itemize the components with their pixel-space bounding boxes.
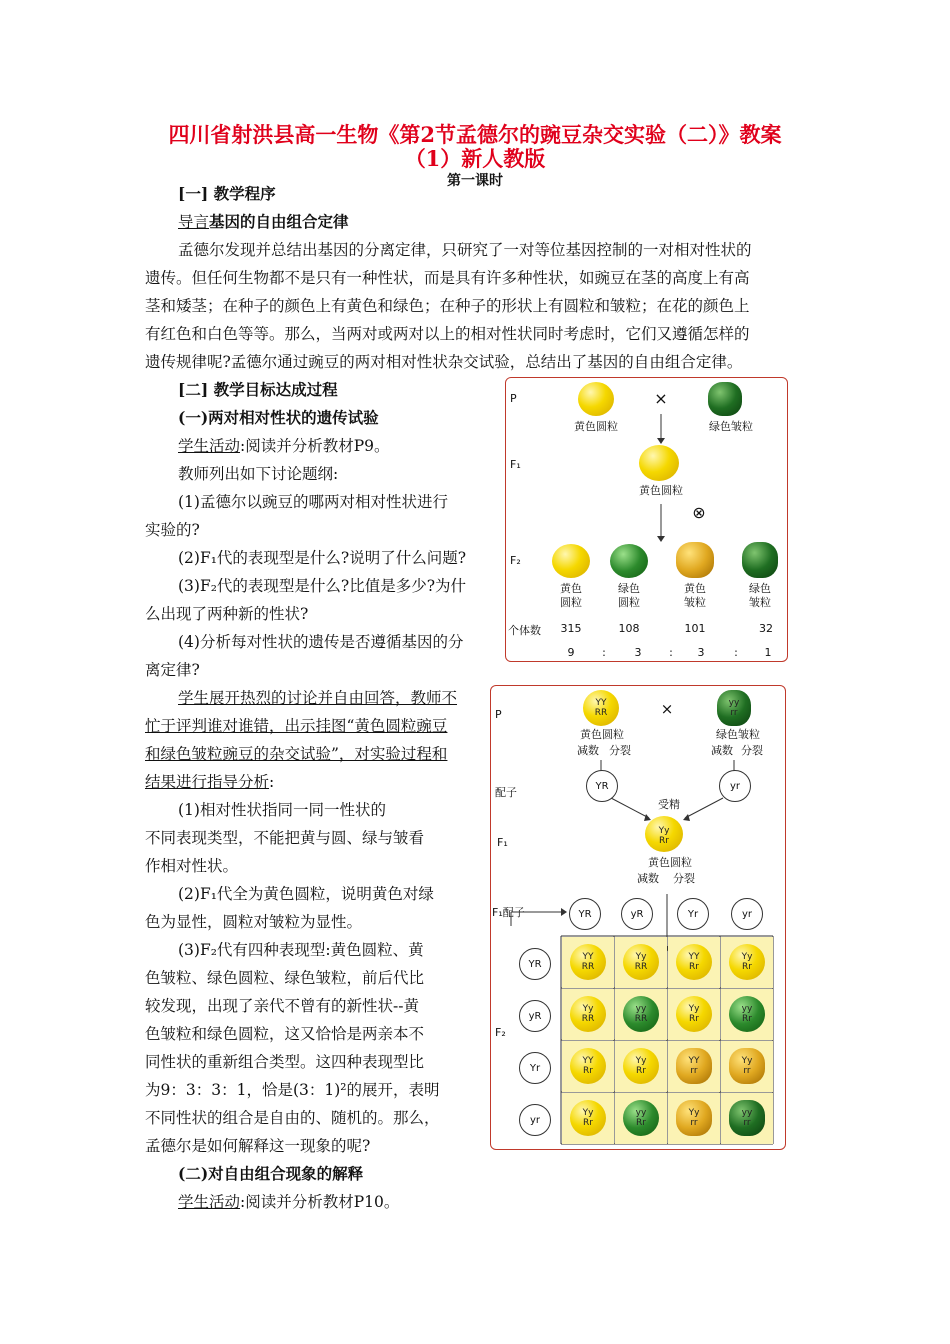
activity-label: 学生活动 bbox=[178, 437, 241, 455]
label-f1-gametes: F₁配子 bbox=[492, 906, 525, 919]
count-value: 108 bbox=[618, 622, 640, 635]
cell-genotype: YY RR bbox=[581, 952, 595, 972]
discussion-line: 和绿色皱粒豌豆的杂交试验”，对实验过程和 bbox=[145, 745, 448, 763]
section-heading-1: [一] 教学程序 bbox=[178, 184, 276, 203]
arrows-icon bbox=[506, 378, 787, 661]
f1-gamete: YR bbox=[569, 898, 601, 930]
cell-genotype: Yy RR bbox=[581, 1004, 595, 1024]
f2-label-3: 黄色 皱粒 bbox=[684, 582, 706, 609]
discussion-line: 学生展开热烈的讨论并自由回答，教师不 bbox=[178, 689, 458, 707]
cell-genotype: YY rr bbox=[688, 1056, 700, 1076]
answer-line: 色皱粒和绿色圆粒，这又恰恰是两亲本不 bbox=[145, 1025, 425, 1043]
answer-line: 不同性状的组合是自由的、随机的。那么， bbox=[145, 1109, 440, 1127]
punnett-cell bbox=[721, 1093, 773, 1144]
subsection-heading-2: (二)对自由组合现象的解释 bbox=[178, 1164, 364, 1183]
answer-line: 同性状的重新组合类型。这四种表现型比 bbox=[145, 1053, 425, 1071]
f2-green-wrinkled-icon bbox=[742, 542, 778, 578]
cross-icon: × bbox=[654, 389, 668, 408]
activity-text: :阅读并分析教材P9。 bbox=[240, 437, 390, 455]
cell-genotype: Yy rr bbox=[688, 1108, 700, 1128]
label-f1: F₁ bbox=[510, 458, 521, 471]
parent2-genotype: yy rr bbox=[728, 698, 740, 718]
activity-line-2 bbox=[178, 1188, 399, 1216]
cell-genotype: yy rr bbox=[741, 1108, 753, 1128]
answer-line: 色皱粒、绿色圆粒、绿色皱粒，前后代比 bbox=[145, 969, 425, 987]
paragraph-line: 茎和矮茎；在种子的颜色上有黄色和绿色；在种子的形状上有圆粒和皱粒；在花的颜色上 bbox=[145, 297, 750, 315]
row-gamete: Yr bbox=[519, 1052, 551, 1084]
f1-gamete: Yr bbox=[677, 898, 709, 930]
answer-line: 不同表现类型，不能把黄与圆、绿与皱看 bbox=[145, 829, 425, 847]
punnett-cell bbox=[615, 1041, 667, 1092]
question-line: 么出现了两种新的性状? bbox=[145, 605, 309, 623]
cross-icon: × bbox=[660, 700, 674, 718]
answer-line: (3)F₂代有四种表现型:黄色圆粒、黄 bbox=[178, 941, 424, 959]
doc-title-line2: （1）新人教版 bbox=[404, 146, 546, 171]
activity-text-2: :阅读并分析教材P10。 bbox=[240, 1193, 400, 1211]
question-line: 离定律? bbox=[145, 661, 200, 679]
intro-title: 基因的自由组合定律 bbox=[209, 212, 349, 231]
ratio-item: : bbox=[669, 646, 673, 659]
parent2-label: 绿色皱粒 bbox=[709, 420, 753, 433]
row-gamete: yr bbox=[519, 1104, 551, 1136]
meiosis-label: 减数 bbox=[711, 744, 733, 757]
question-line: (1)孟德尔以豌豆的哪两对相对性状进行 bbox=[178, 493, 448, 511]
answer-line: 作相对性状。 bbox=[145, 857, 239, 875]
meiosis-label: 减数 bbox=[637, 872, 659, 885]
punnett-cell bbox=[668, 1093, 720, 1144]
activity-line bbox=[178, 432, 390, 460]
figure-punnett-square bbox=[490, 685, 786, 1150]
parent1-label: 黄色圆粒 bbox=[580, 728, 624, 741]
discussion-line: 忙于评判谁对谁错，出示挂图“黄色圆粒豌豆 bbox=[145, 717, 448, 735]
cell-genotype: yy RR bbox=[634, 1004, 648, 1024]
answer-line: 孟德尔是如何解释这一现象的呢? bbox=[145, 1137, 371, 1155]
label-p: P bbox=[495, 708, 502, 721]
f1-label: 黄色圆粒 bbox=[639, 484, 683, 497]
label-gametes: 配子 bbox=[495, 786, 517, 799]
ratio-item: 1 bbox=[764, 646, 772, 659]
answer-line: (2)F₁代全为黄色圆粒，说明黄色对绿 bbox=[178, 885, 434, 903]
cell-genotype: yy Rr bbox=[741, 1004, 753, 1024]
gamete-YR: YR bbox=[586, 770, 618, 802]
punnett-cell bbox=[615, 989, 667, 1040]
cell-genotype: YY Rr bbox=[688, 952, 700, 972]
label-f2: F₂ bbox=[495, 1026, 506, 1039]
answer-line: 为9：3：3：1，恰是(3：1)²的展开，表明 bbox=[145, 1081, 440, 1099]
cell-genotype: yy Rr bbox=[635, 1108, 647, 1128]
count-value: 315 bbox=[560, 622, 582, 635]
parent1-label: 黄色圆粒 bbox=[574, 420, 618, 433]
division-label: 分裂 bbox=[609, 744, 631, 757]
punnett-cell bbox=[615, 1093, 667, 1144]
doc-title-line1: 四川省射洪县高一生物《第2节孟德尔的豌豆杂交实验（二）》教案 bbox=[168, 122, 782, 147]
label-f2: F₂ bbox=[510, 554, 521, 567]
f1-genotype: Yy Rr bbox=[658, 826, 670, 846]
ratio-item: : bbox=[602, 646, 606, 659]
ratio-item: : bbox=[734, 646, 738, 659]
punnett-cell bbox=[562, 937, 614, 988]
label-f1: F₁ bbox=[497, 836, 508, 849]
cell-genotype: Yy RR bbox=[634, 952, 648, 972]
count-value: 101 bbox=[684, 622, 706, 635]
discussion-colon: : bbox=[269, 773, 275, 791]
punnett-cell bbox=[721, 937, 773, 988]
punnett-cell bbox=[668, 1041, 720, 1092]
answer-line: 色为显性，圆粒对皱粒为显性。 bbox=[145, 913, 363, 931]
f2-green-round-icon bbox=[610, 544, 648, 578]
label-p: P bbox=[510, 392, 517, 405]
punnett-cell bbox=[562, 1041, 614, 1092]
f2-label-1: 黄色 圆粒 bbox=[560, 582, 582, 609]
f2-yellow-wrinkled-icon bbox=[676, 542, 714, 578]
cell-genotype: Yy Rr bbox=[688, 1004, 700, 1024]
self-cross-icon: ⊗ bbox=[692, 503, 706, 522]
question-line: 实验的? bbox=[145, 521, 200, 539]
cell-genotype: Yy Rr bbox=[635, 1056, 647, 1076]
discussion-line bbox=[145, 768, 274, 796]
ratio-item: 3 bbox=[697, 646, 705, 659]
paragraph-line: 遗传规律呢?孟德尔通过豌豆的两对相对性状杂交试验，总结出了基因的自由组合定律。 bbox=[145, 353, 743, 371]
discussion-text: 结果进行指导分析 bbox=[145, 773, 270, 791]
ratio-item: 9 bbox=[567, 646, 575, 659]
parent2-label: 绿色皱粒 bbox=[716, 728, 760, 741]
activity-label-2: 学生活动 bbox=[178, 1193, 241, 1211]
paragraph-line: 有红色和白色等等。那么，当两对或两对以上的相对性状同时考虑时，它们又遵循怎样的 bbox=[145, 325, 750, 343]
row-gamete: YR bbox=[519, 948, 551, 980]
paragraph-line: 孟德尔发现并总结出基因的分离定律，只研究了一对等位基因控制的一对相对性状的 bbox=[178, 241, 752, 259]
figure-cross-phenotypes bbox=[505, 377, 788, 662]
question-line: (4)分析每对性状的遗传是否遵循基因的分 bbox=[178, 633, 464, 651]
cell-genotype: Yy Rr bbox=[582, 1108, 594, 1128]
division-label: 分裂 bbox=[673, 872, 695, 885]
f2-label-4: 绿色 皱粒 bbox=[749, 582, 771, 609]
f1-label: 黄色圆粒 bbox=[648, 856, 692, 869]
f2-yellow-round-icon bbox=[552, 544, 590, 578]
answer-line: (1)相对性状指同一同一性状的 bbox=[178, 801, 386, 819]
punnett-cell bbox=[562, 1093, 614, 1144]
question-line: (2)F₁代的表现型是什么?说明了什么问题? bbox=[178, 549, 467, 567]
f2-label-2: 绿色 圆粒 bbox=[618, 582, 640, 609]
answer-line: 较发现，出现了亲代不曾有的新性状--黄 bbox=[145, 997, 419, 1015]
count-label: 个体数 bbox=[508, 624, 541, 637]
cell-genotype: Yy Rr bbox=[741, 952, 753, 972]
punnett-cell bbox=[668, 989, 720, 1040]
paragraph-line: 遗传。但任何生物都不是只有一种性状，而是具有许多种性状，如豌豆在茎的高度上有高 bbox=[145, 269, 750, 287]
count-value: 32 bbox=[759, 622, 773, 635]
parent1-genotype: YY RR bbox=[594, 698, 608, 718]
section-heading-2: [二] 教学目标达成过程 bbox=[178, 380, 338, 399]
f1-gamete: yr bbox=[731, 898, 763, 930]
punnett-cell bbox=[721, 989, 773, 1040]
punnett-cell bbox=[721, 1041, 773, 1092]
punnett-cell bbox=[668, 937, 720, 988]
gamete-yr: yr bbox=[719, 770, 751, 802]
row-gamete: yR bbox=[519, 1000, 551, 1032]
teacher-line: 教师列出如下讨论题纲: bbox=[178, 465, 339, 483]
fertilization-label: 受精 bbox=[658, 798, 680, 811]
punnett-cell bbox=[615, 937, 667, 988]
meiosis-label: 减数 bbox=[577, 744, 599, 757]
cell-genotype: Yy rr bbox=[741, 1056, 753, 1076]
lesson-label: 第一课时 bbox=[447, 173, 503, 189]
intro-label: 导言 bbox=[178, 213, 210, 231]
punnett-cell bbox=[562, 989, 614, 1040]
f1-gamete: yR bbox=[621, 898, 653, 930]
cell-genotype: YY Rr bbox=[582, 1056, 594, 1076]
subsection-heading-1: (一)两对相对性状的遗传试验 bbox=[178, 408, 379, 427]
f1-yellow-round-pea-icon bbox=[639, 445, 679, 481]
question-line: (3)F₂代的表现型是什么?比值是多少?为什 bbox=[178, 577, 467, 595]
ratio-item: 3 bbox=[634, 646, 642, 659]
intro-heading bbox=[178, 208, 349, 236]
division-label: 分裂 bbox=[741, 744, 763, 757]
